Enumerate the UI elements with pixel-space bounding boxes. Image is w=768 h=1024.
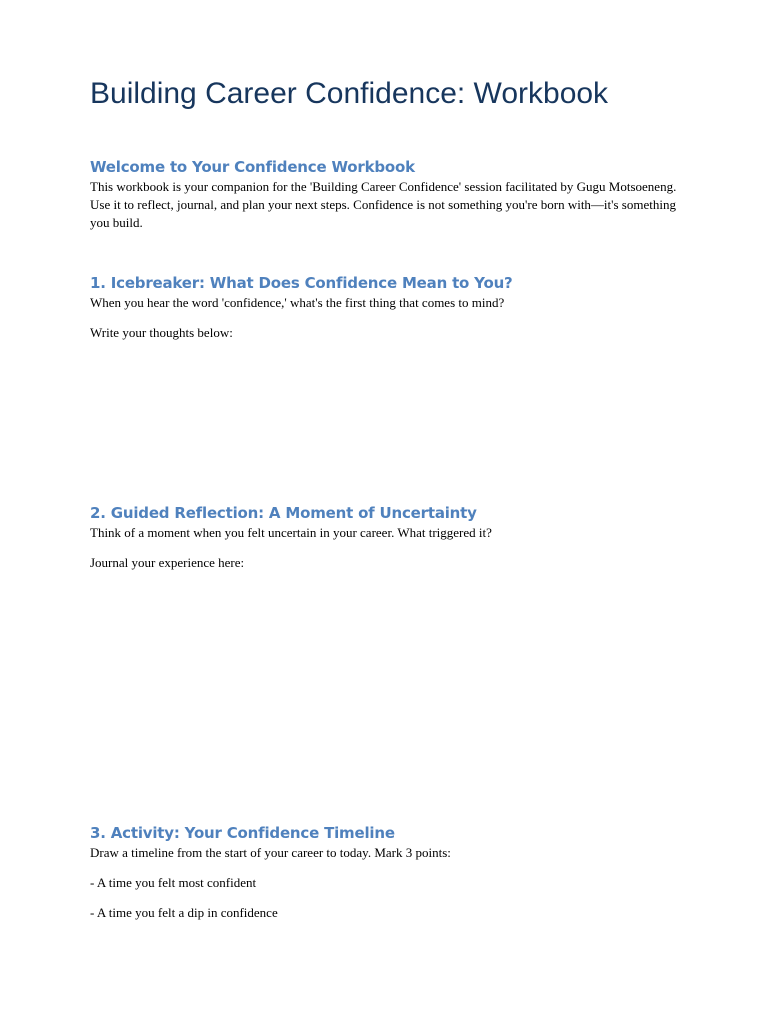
document-title: Building Career Confidence: Workbook <box>90 77 609 110</box>
section-paragraph: Draw a timeline from the start of your career to today. Mark 3 points: <box>90 845 451 860</box>
section-paragraph: When you hear the word 'confidence,' what's the first thing that comes to mind? <box>90 295 505 310</box>
section-paragraph: Think of a moment when you felt uncertain in your career. What triggered it? <box>90 525 492 540</box>
section-heading: Welcome to Your Confidence Workbook <box>90 158 415 176</box>
section-heading: 2. Guided Reflection: A Moment of Uncertainty <box>90 504 477 522</box>
section-icebreaker <box>90 272 680 342</box>
section-guided-reflection <box>90 502 680 572</box>
section-paragraph: Journal your experience here: <box>90 555 245 570</box>
list-item: - A time you felt a dip in confidence <box>90 905 278 920</box>
section-paragraph: Write your thoughts below: <box>90 325 233 340</box>
section-heading: 1. Icebreaker: What Does Confidence Mean to You? <box>90 274 513 292</box>
section-activity-timeline <box>90 822 680 922</box>
section-heading: 3. Activity: Your Confidence Timeline <box>90 824 395 842</box>
list-item: - A time you felt most confident <box>90 875 257 890</box>
section-welcome <box>90 156 680 232</box>
section-paragraph: This workbook is your companion for the 'Building Career Confidence' session facilitated by Gugu Motsoeneng. Use it to reflect, journal, and plan your next steps. Confidence is not something you're born with—it's something you build. <box>90 179 677 230</box>
